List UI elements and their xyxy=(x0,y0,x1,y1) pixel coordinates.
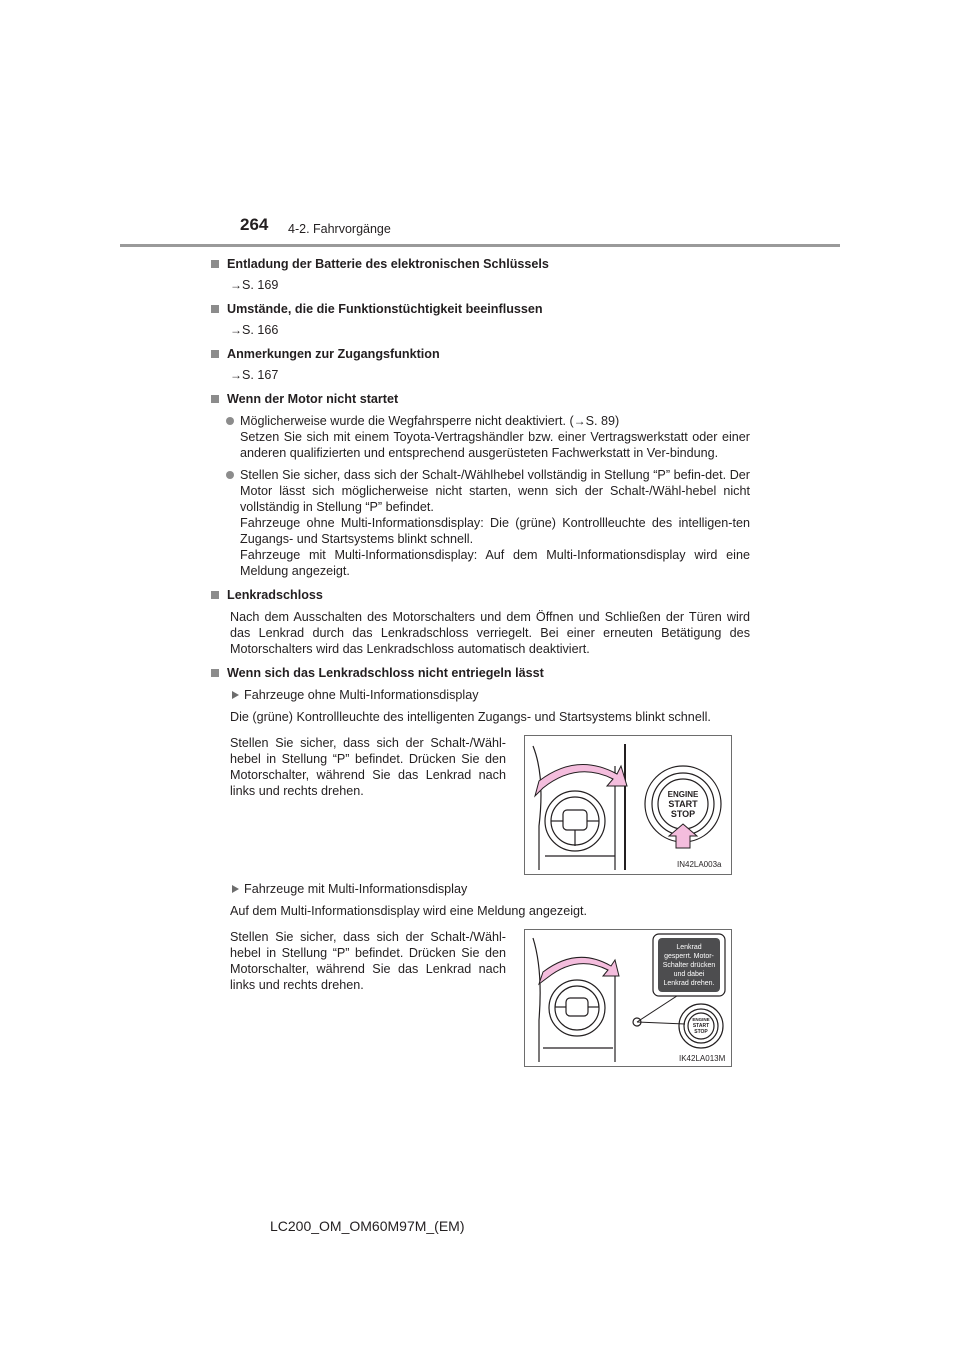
condition-with-display-text: Auf dem Multi-Informationsdisplay wird eine Meldung angezeigt. xyxy=(230,904,588,918)
heading-unlock: Wenn sich das Lenkradschloss nicht entriegeln lässt xyxy=(210,665,750,681)
square-bullet-icon xyxy=(211,591,219,599)
footer-model-code: LC200_OM_OM60M97M_(EM) xyxy=(270,1218,465,1234)
figure-row-1 xyxy=(210,735,750,875)
figure-row-2 xyxy=(210,929,750,1069)
display-message-line4: und dabei xyxy=(673,971,705,978)
figure2-code: IK42LA013M xyxy=(679,1054,726,1063)
engine-button-line3: STOP xyxy=(670,809,696,819)
arrow-icon: → xyxy=(230,323,242,337)
figure2-svg xyxy=(525,930,731,1066)
figure2-instruction: Stellen Sie sicher, dass sich der Schalt-/Wähl-hebel in Stellung “P” befindet. Drücken Sie den Motorschalter, während Sie das Lenkrad nach links und rechts drehen. xyxy=(230,930,506,992)
engine-button-line3: STOP xyxy=(694,1029,708,1035)
heading-access: Anmerkungen zur Zugangsfunktion xyxy=(210,346,750,362)
round-bullet-icon xyxy=(226,417,234,425)
heading-steering-lock: Lenkradschloss xyxy=(210,587,750,603)
figure1-illustration xyxy=(524,735,732,875)
condition-with-display: Fahrzeuge mit Multi-Informationsdisplay xyxy=(210,881,750,897)
page-number: 264 xyxy=(240,215,269,234)
engine-button-line1: ENGINE xyxy=(692,1017,710,1022)
reference-access: →S. 167 xyxy=(230,368,279,382)
page-content xyxy=(210,253,750,1069)
triangle-bullet-icon xyxy=(232,885,239,893)
triangle-bullet-icon xyxy=(232,691,239,699)
bullet-shift-lever: Stellen Sie sicher, dass sich der Schalt-/Wählhebel vollständig in Stellung “P” befin-det. Der Motor lässt sich möglicherweise nicht starten, wenn sich der Schalt-/Wähl-hebel nicht vollständig in Stellung “P” befindet. Fahrzeuge ohne Multi-Informationsdisplay: Die (grüne) Kontrollleuchte des intelligen-ten Zugangs- und Startsystems blinkt schnell. Fahrzeuge mit Multi-Informationsdisplay: Auf dem Multi-Informationsdisplay wird eine Meldung angezeigt. xyxy=(210,467,750,579)
figure2-illustration xyxy=(524,929,732,1067)
section-title: 4-2. Fahrvorgänge xyxy=(288,222,391,236)
figure1-svg xyxy=(525,736,731,874)
arrow-icon: → xyxy=(573,414,586,428)
reference-conditions: →S. 166 xyxy=(230,323,279,337)
heading-battery: Entladung der Batterie des elektronischen Schlüssels xyxy=(210,256,750,272)
engine-button-line2: START xyxy=(668,799,698,809)
arrow-icon: → xyxy=(230,278,242,292)
arrow-icon: → xyxy=(230,368,242,382)
display-message-line1: Lenkrad xyxy=(676,944,702,951)
reference-battery: →S. 169 xyxy=(230,278,279,292)
figure1-code: IN42LA003a xyxy=(677,860,722,869)
square-bullet-icon xyxy=(211,669,219,677)
square-bullet-icon xyxy=(211,350,219,358)
square-bullet-icon xyxy=(211,395,219,403)
square-bullet-icon xyxy=(211,260,219,268)
bullet-immobilizer: Möglicherweise wurde die Wegfahrsperre nicht deaktiviert. (→S. 89) Setzen Sie sich mit einem Toyota-Vertragshändler bzw. einer Vertragswerkstatt oder einer anderen qualifizierten und entsprechend ausgerüsteten Fachwerkstatt in Ver-bindung. xyxy=(210,413,750,461)
steering-lock-text: Nach dem Ausschalten des Motorschalters und dem Öffnen und Schließen der Türen wird das Lenkrad durch das Lenkradschloss verriegelt. Bei einer erneuten Betätigung des Motorschalters wird das Lenkradschloss automatisch deaktiviert. xyxy=(230,610,750,656)
square-bullet-icon xyxy=(211,305,219,313)
condition-without-display-text: Die (grüne) Kontrollleuchte des intelligenten Zugangs- und Startsystems blinkt schnell. xyxy=(230,710,711,724)
round-bullet-icon xyxy=(226,471,234,479)
display-message-line2: gesperrt. Motor- xyxy=(664,953,714,960)
display-message-line5: Lenkrad drehen. xyxy=(663,980,715,987)
display-message-line3: Schalter drücken xyxy=(662,962,716,969)
condition-without-display: Fahrzeuge ohne Multi-Informationsdisplay xyxy=(210,687,750,703)
heading-motor: Wenn der Motor nicht startet xyxy=(210,391,750,407)
figure1-instruction: Stellen Sie sicher, dass sich der Schalt-/Wähl-hebel in Stellung “P” befindet. Drücken Sie den Motorschalter, während Sie das Lenkrad nach links und rechts drehen. xyxy=(230,736,506,798)
heading-conditions: Umstände, die die Funktionstüchtigkeit beeinflussen xyxy=(210,301,750,317)
engine-button-line2: START xyxy=(692,1023,710,1029)
header-rule xyxy=(120,244,840,247)
engine-button-line1: ENGINE xyxy=(667,790,699,799)
